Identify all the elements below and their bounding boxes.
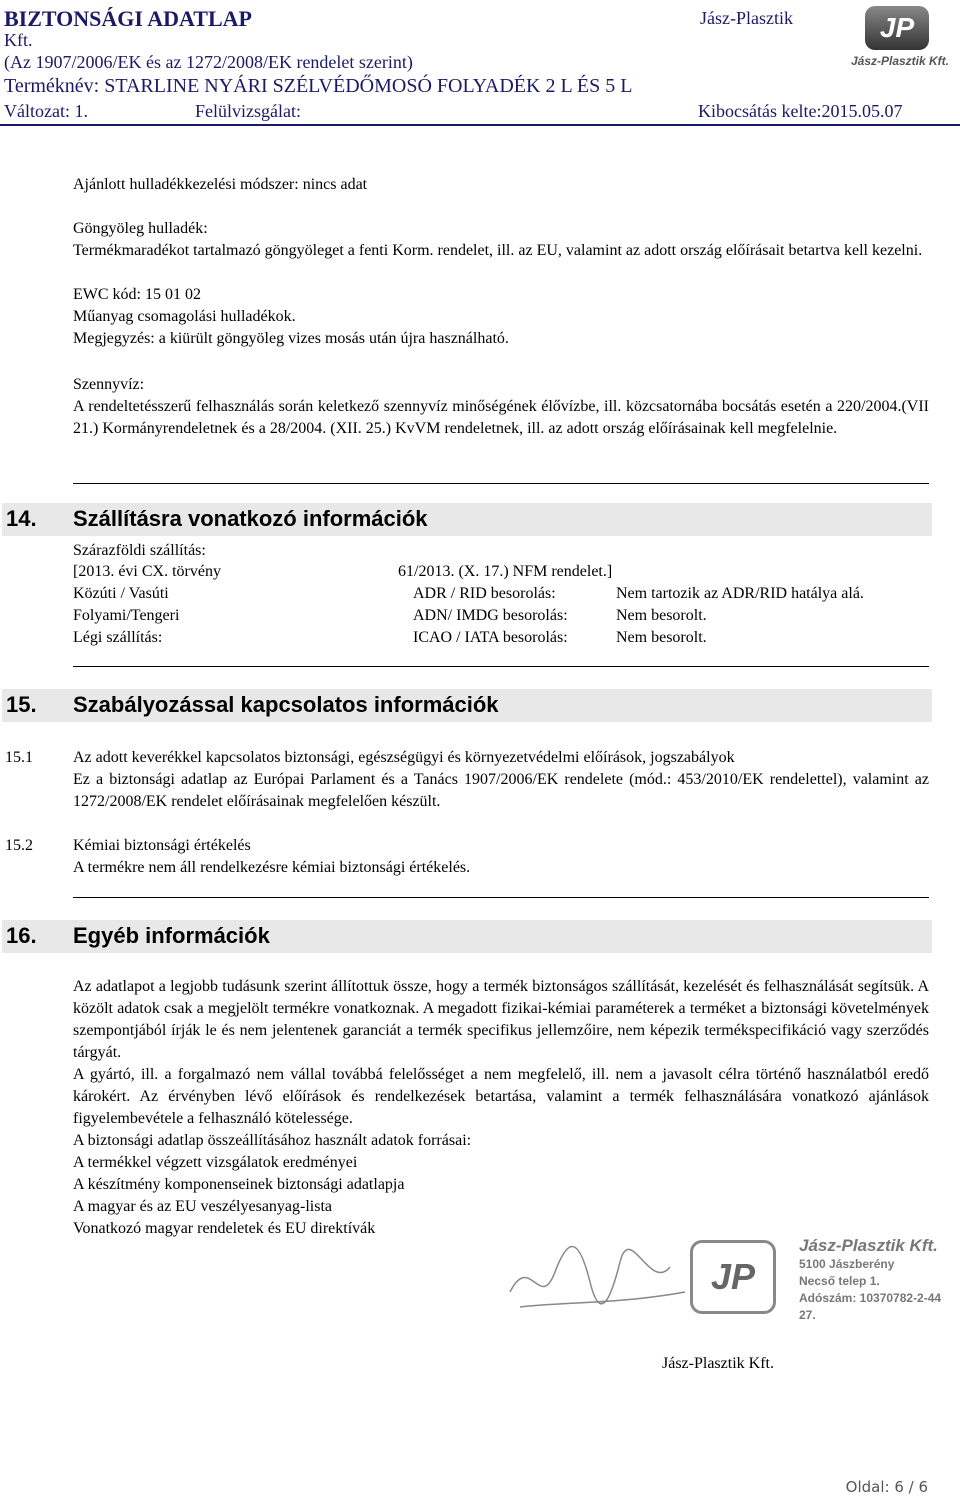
stamp-line: 27.	[799, 1308, 816, 1322]
transport-classification: ADR / RID besorolás:	[413, 585, 556, 602]
transport-classification: ICAO / IATA besorolás:	[413, 629, 568, 646]
subsection-text: Ez a biztonsági adatlap az Európai Parlament és a Tanács 1907/2006/EK rendelete (mód.: 453/2010/EK rendelettel), valamint az 1272/2008/EK rendelet előírásainak megfelelően készült.	[73, 771, 929, 810]
land-transport-label: Szárazföldi szállítás:	[73, 542, 206, 559]
decree-reference: 61/2013. (X. 17.) NFM rendelet.]	[398, 563, 613, 580]
ewc-description: Műanyag csomagolási hulladékok.	[73, 308, 296, 325]
company-stamp	[500, 1232, 940, 1322]
stamp-line: 5100 Jászberény	[799, 1257, 895, 1271]
subsection-title: Kémiai biztonsági értékelés	[73, 837, 251, 854]
transport-mode: Folyami/Tengeri	[73, 607, 180, 624]
logo-badge: JP	[865, 6, 929, 50]
source-item: Vonatkozó magyar rendeletek és EU direktívák	[73, 1220, 376, 1237]
transport-mode: Közúti / Vasúti	[73, 585, 169, 602]
version: Változat: 1.	[4, 101, 88, 121]
stamp-line: Jász-Plasztik Kft.	[799, 1236, 938, 1255]
revision: Felülvizsgálat:	[195, 101, 301, 121]
section-14-heading	[2, 503, 932, 536]
waste-recommended: Ajánlott hulladékkezelési módszer: nincs adat	[73, 176, 368, 193]
divider	[73, 897, 929, 898]
company-suffix: Kft.	[4, 30, 33, 50]
product-name: Terméknév: STARLINE NYÁRI SZÉLVÉDŐMOSÓ FOLYADÉK 2 L ÉS 5 L	[4, 75, 633, 97]
packaging-title: Göngyöleg hulladék:	[73, 220, 208, 237]
law-reference: [2013. évi CX. törvény	[73, 563, 221, 580]
ewc-code: EWC kód: 15 01 02	[73, 286, 201, 303]
issue-date: Kibocsátás kelte:2015.05.07	[698, 101, 903, 121]
transport-value: Nem besorolt.	[616, 629, 707, 646]
subsection-title: Az adott keverékkel kapcsolatos biztonsági, egészségügyi és környezetvédelmi előírások, jogszabályok	[73, 749, 735, 766]
divider	[73, 666, 929, 667]
wastewater-text: A rendeltetésszerű felhasználás során keletkező szennyvíz minőségének élővízbe, ill. közcsatornába bocsátás esetén a 220/2004.(VII 21.) Kormányrendeletnek és a 28/2004. (XII. 25.) KvVM rendeletnek, ill. az adott ország előírásainak kell megfelelnie.	[73, 398, 929, 437]
source-item: A készítmény komponenseinek biztonsági adatlapja	[73, 1176, 405, 1193]
section-15-heading	[2, 689, 932, 722]
wastewater-title: Szennyvíz:	[73, 376, 145, 393]
document-title: BIZTONSÁGI ADATLAP	[4, 6, 252, 31]
waste-note: Megjegyzés: a kiürült göngyöleg vizes mosás után újra használható.	[73, 330, 509, 347]
source-item: A magyar és az EU veszélyesanyag-lista	[73, 1198, 333, 1215]
handwritten-signature	[500, 1232, 700, 1322]
section-number: 14.	[6, 506, 37, 531]
section-title: Egyéb információk	[73, 923, 270, 948]
logo-text: Jász-Plasztik Kft.	[850, 54, 950, 68]
signatory-name: Jász-Plasztik Kft.	[662, 1355, 774, 1372]
stamp-text	[785, 1236, 945, 1324]
divider	[73, 483, 929, 484]
stamp-line: Adószám: 10370782-2-44	[799, 1291, 942, 1305]
section-number: 16.	[6, 923, 37, 948]
section-title: Szállításra vonatkozó információk	[73, 506, 428, 531]
subsection-number: 15.2	[5, 837, 33, 854]
regulation-reference: (Az 1907/2006/EK és az 1272/2008/EK rendelet szerint)	[4, 52, 413, 72]
subsection-text: A termékre nem áll rendelkezésre kémiai biztonsági értékelés.	[73, 859, 471, 876]
section-number: 15.	[6, 692, 37, 717]
transport-value: Nem tartozik az ADR/RID hatálya alá.	[616, 585, 864, 602]
subsection-number: 15.1	[5, 749, 33, 766]
company-name: Jász-Plasztik	[700, 8, 793, 28]
sources-title: A biztonsági adatlap összeállításához használt adatok forrásai:	[73, 1132, 472, 1149]
header-divider	[0, 124, 960, 126]
page-number: Oldal: 6 / 6	[845, 1478, 928, 1496]
section-16-heading	[2, 920, 932, 953]
packaging-text: Termékmaradékot tartalmazó göngyöleget a fenti Korm. rendelet, ill. az EU, valamint az adott ország előírásait betartva kell kezelni.	[73, 242, 923, 259]
liability-paragraph: A gyártó, ill. a forgalmazó nem vállal továbbá felelősséget a nem megfelelő, ill. nem a javasolt célra történő használatból eredő károkért. Az érvényben lévő előírások és rendelkezések betartása, valamint a termék felhasználására vonatkozó ajánlások figyelembevétele a felhasználó kötelessége.	[73, 1066, 929, 1127]
page-header	[0, 0, 960, 125]
stamp-logo: JP	[690, 1240, 776, 1314]
stamp-line: Necső telep 1.	[799, 1274, 880, 1288]
transport-classification: ADN/ IMDG besorolás:	[413, 607, 568, 624]
transport-mode: Légi szállítás:	[73, 629, 163, 646]
other-info-paragraph: Az adatlapot a legjobb tudásunk szerint állítottuk össze, hogy a termék biztonságos szállítását, kezelését és felhasználását segítsük. A közölt adatok csak a megjelölt termékre vonatkoznak. A megadott fizikai-kémiai paraméterek a terméket a biztonsági követelmények szempontjából írják le és nem jelentenek garanciát a termék specifikus jellemzőire, nem képezik termékspecifikáció vagy szerződés tárgyát.	[73, 978, 929, 1061]
source-item: A termékkel végzett vizsgálatok eredményei	[73, 1154, 358, 1171]
transport-value: Nem besorolt.	[616, 607, 707, 624]
section-title: Szabályozással kapcsolatos információk	[73, 692, 499, 717]
company-logo	[845, 6, 955, 72]
